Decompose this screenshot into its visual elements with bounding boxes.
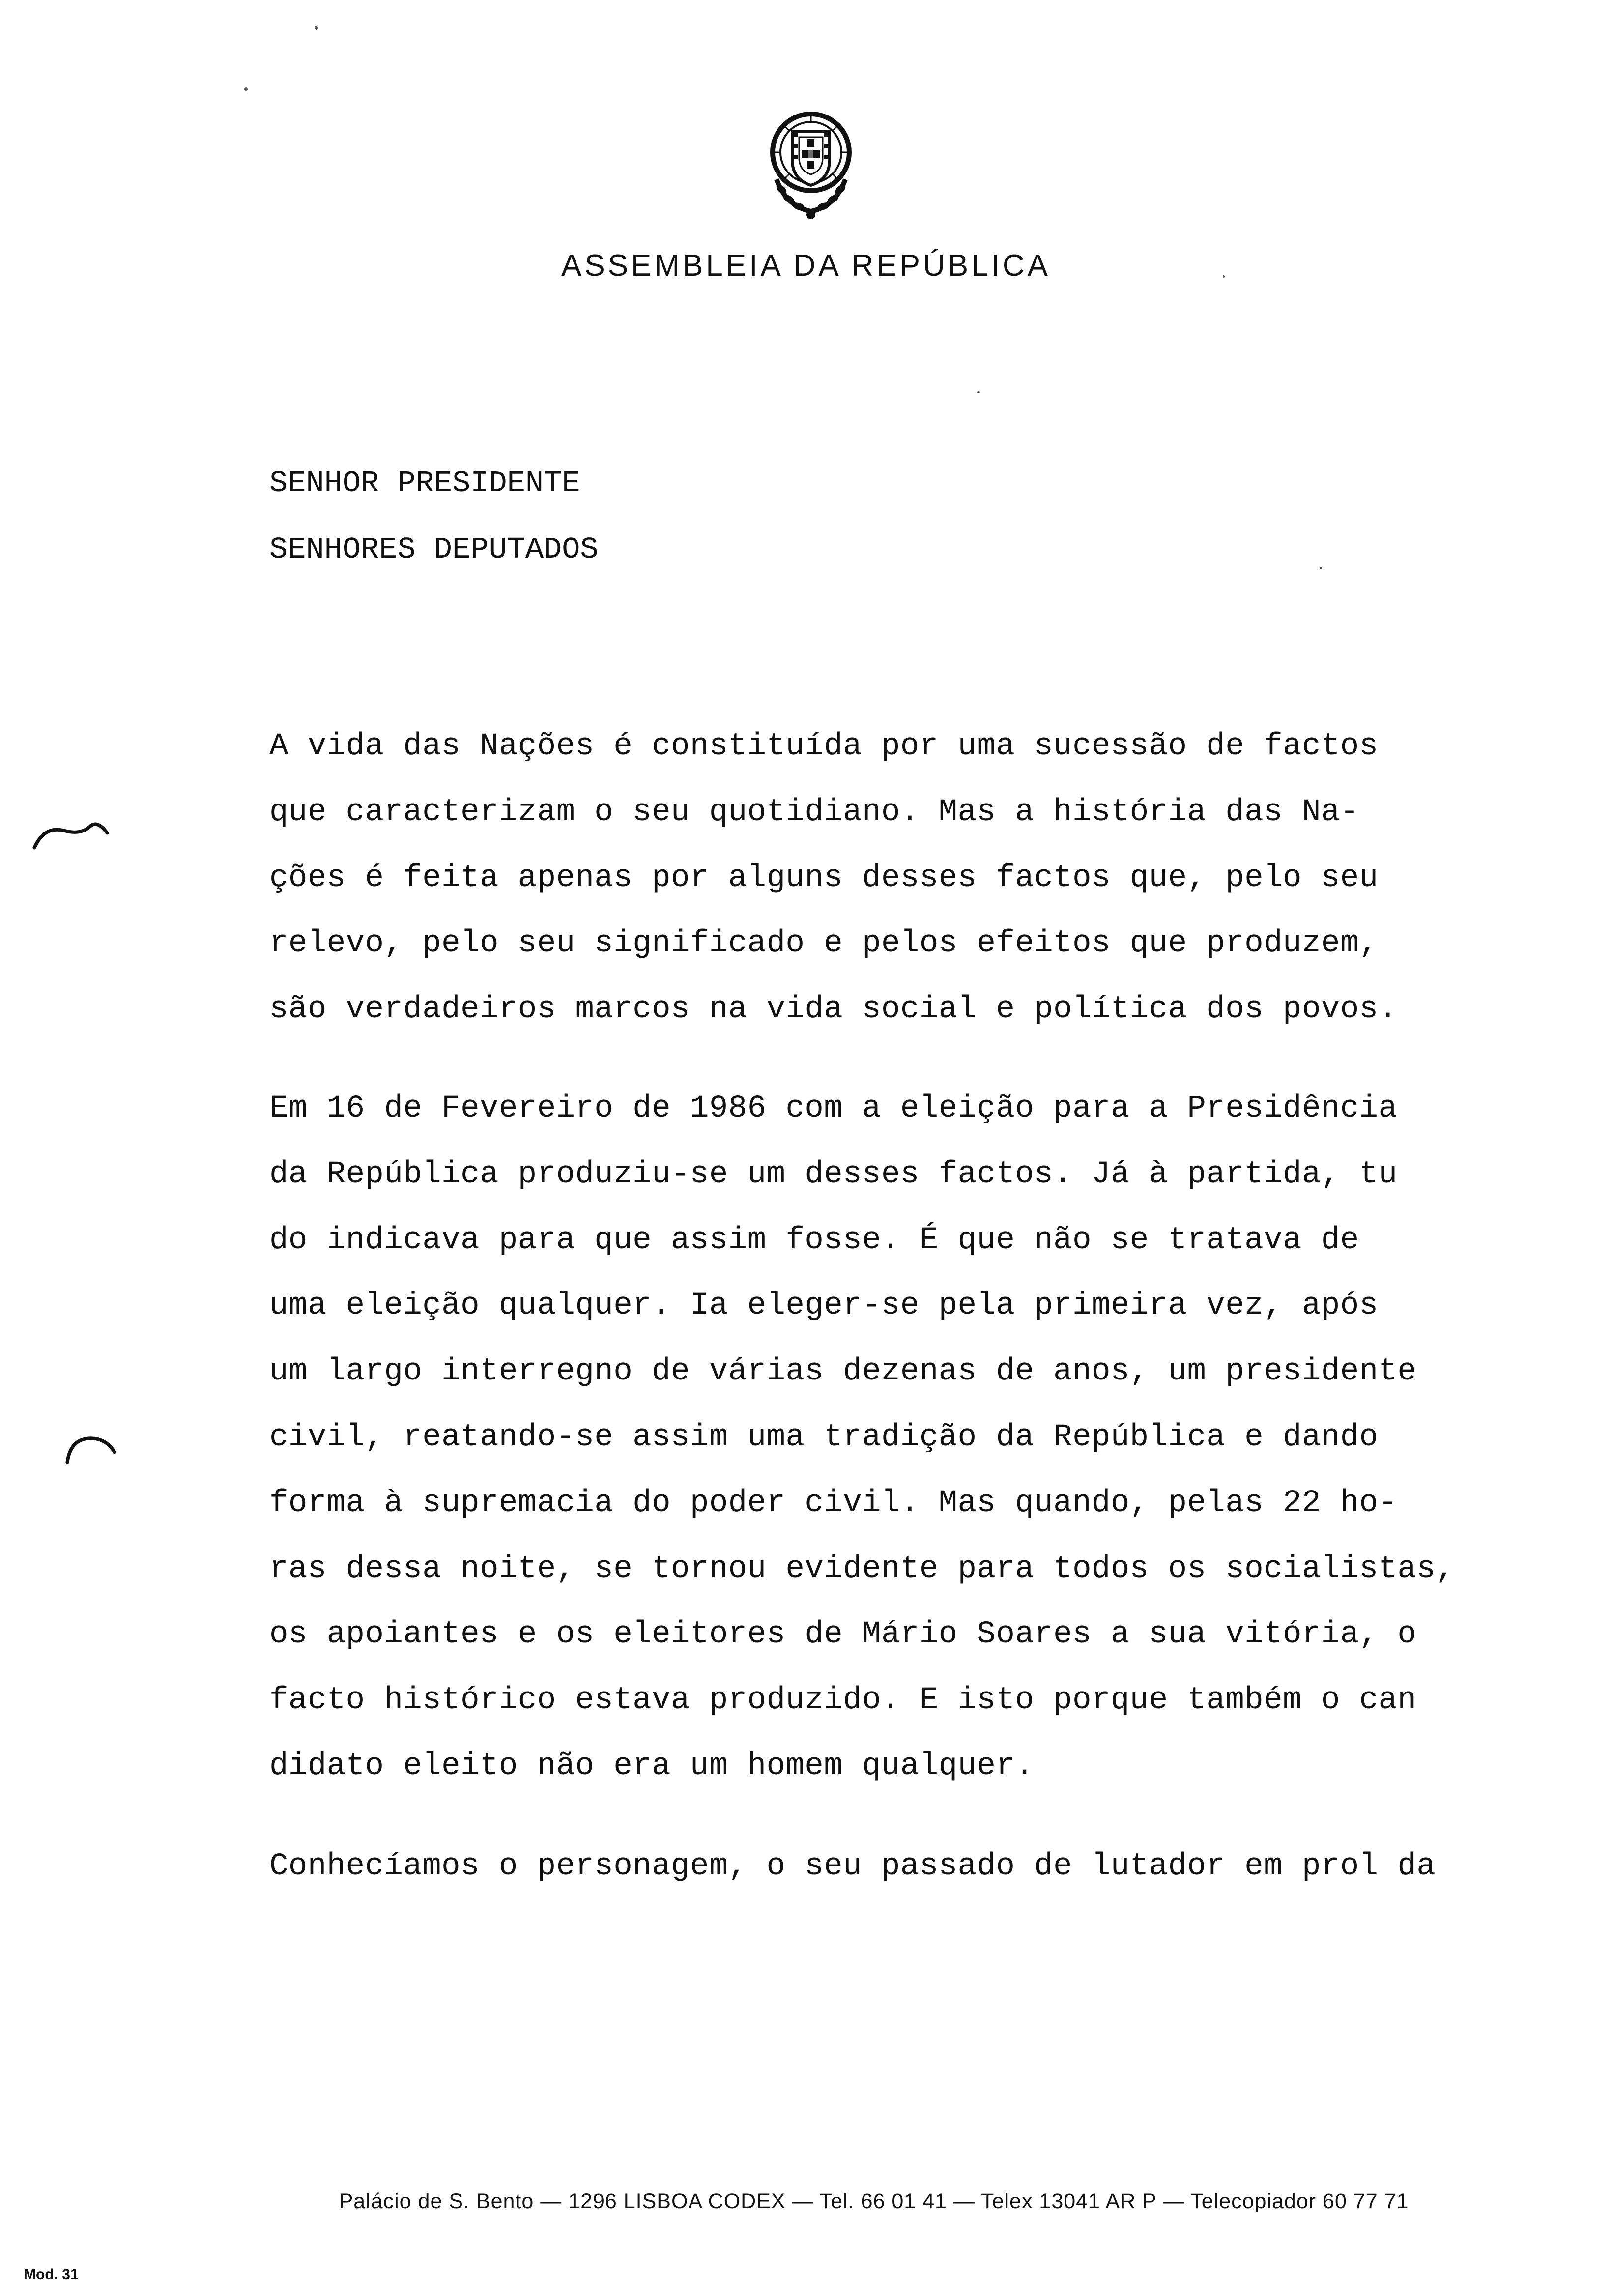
body-text-line: os apoiantes e os eleitores de Mário Soares a sua vitória, o xyxy=(269,1617,1417,1652)
scan-speck xyxy=(315,26,318,30)
body-text-line: Em 16 de Fevereiro de 1986 com a eleição para a Presidência xyxy=(269,1091,1398,1126)
body-text-line: A vida das Nações é constituída por uma sucessão de factos xyxy=(269,729,1379,764)
body-text-line: civil, reatando-se assim uma tradição da República e dando xyxy=(269,1420,1379,1455)
salutation-line: SENHOR PRESIDENTE xyxy=(269,466,580,501)
margin-mark xyxy=(29,813,113,858)
body-text-line: ras dessa noite, se tornou evidente para todos os socialistas, xyxy=(269,1551,1455,1587)
body-text-line: didato eleito não era um homem qualquer. xyxy=(269,1749,1035,1784)
scan-speck xyxy=(244,87,248,91)
body-text-line: são verdadeiros marcos na vida social e política dos povos. xyxy=(269,992,1398,1027)
body-text-line: uma eleição qualquer. Ia eleger-se pela primeira vez, após xyxy=(269,1288,1379,1323)
form-code: Mod. 31 xyxy=(24,2267,79,2283)
body-text-line: Conhecíamos o personagem, o seu passado de lutador em prol da xyxy=(269,1849,1436,1884)
portuguese-coat-of-arms-icon xyxy=(752,106,870,224)
institution-name: ASSEMBLEIA DA REPÚBLICA xyxy=(561,249,1051,283)
body-text-line: ções é feita apenas por alguns desses factos que, pelo seu xyxy=(269,861,1379,896)
body-text-line: forma à supremacia do poder civil. Mas quando, pelas 22 ho- xyxy=(269,1486,1398,1521)
body-text-line: um largo interregno de várias dezenas de anos, um presidente xyxy=(269,1354,1417,1389)
body-text-line: que caracterizam o seu quotidiano. Mas a história das Na- xyxy=(269,795,1359,830)
body-text-line: do indicava para que assim fosse. É que não se tratava de xyxy=(269,1223,1359,1258)
salutation-line: SENHORES DEPUTADOS xyxy=(269,532,599,567)
margin-mark xyxy=(61,1423,120,1467)
scan-speck xyxy=(1320,567,1322,569)
body-text-line: relevo, pelo seu significado e pelos efeitos que produzem, xyxy=(269,926,1379,961)
body-text-line: facto histórico estava produzido. E isto porque também o can xyxy=(269,1683,1417,1718)
scan-speck xyxy=(977,391,980,393)
scan-speck xyxy=(1223,275,1225,278)
body-text-line: da República produziu-se um desses factos. Já à partida, tu xyxy=(269,1157,1398,1192)
footer-address: Palácio de S. Bento — 1296 LISBOA CODEX — Tel. 66 01 41 — Telex 13041 AR P — Telecopiador 60 77 71 xyxy=(339,2189,1409,2213)
